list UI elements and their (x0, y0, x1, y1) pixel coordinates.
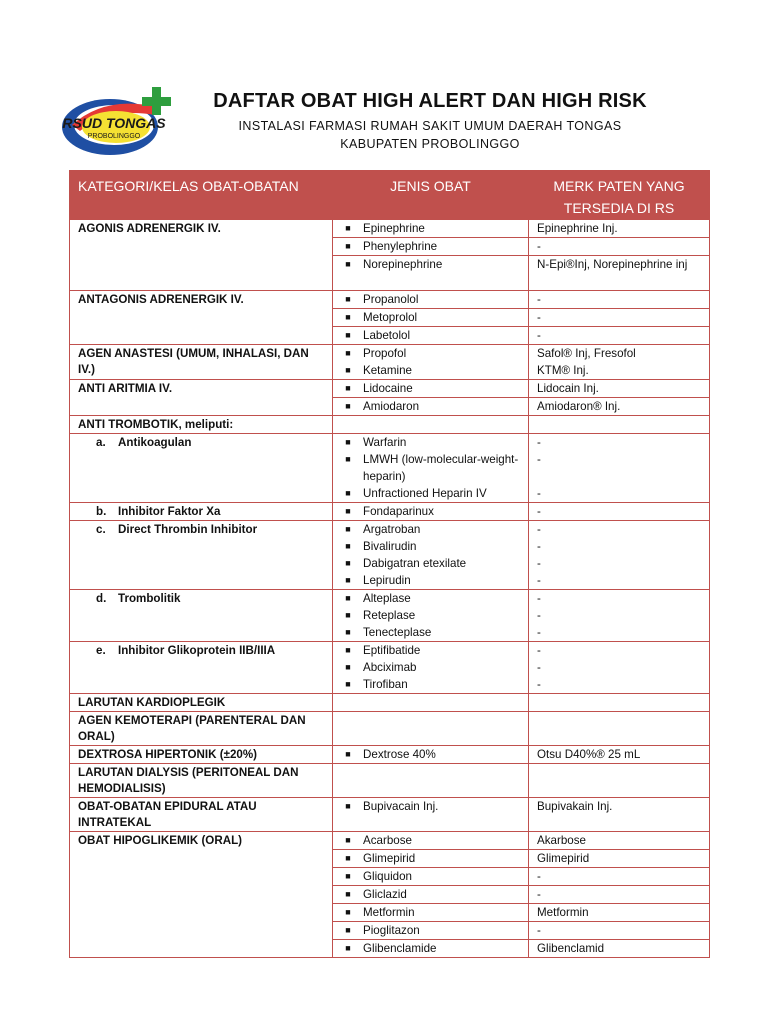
brand-item: Otsu D40%® 25 mL (537, 748, 641, 761)
brand-item: - (537, 453, 541, 466)
drug-list-cell (333, 798, 529, 832)
drug-item: ■ Gliquidon (333, 867, 528, 885)
drug-item: ■ Abciximab (333, 659, 528, 676)
drug-item: ■ Glibenclamide (333, 939, 528, 957)
table-row (70, 764, 710, 798)
table-row (70, 416, 710, 434)
category-cell: e. Inhibitor Glikoprotein IIB/IIIA (70, 642, 333, 694)
drug-item: ■ Acarbose (333, 832, 528, 849)
bullet-icon: ■ (345, 645, 351, 655)
drug-item: ■ Ketamine (333, 362, 528, 379)
drug-item: ■ Propofol (333, 345, 528, 362)
drug-item: ■ Fondaparinux (333, 503, 528, 520)
bullet-icon: ■ (345, 801, 351, 811)
sub-letter: b. (96, 505, 107, 518)
category-cell: ANTAGONIS ADRENERGIK IV. (70, 291, 333, 345)
regency-name: KABUPATEN PROBOLINGGO (340, 137, 520, 151)
bullet-icon: ■ (345, 488, 351, 498)
brand-item: - (537, 609, 541, 622)
drug-item: ■ Warfarin (333, 434, 528, 451)
category-cell: AGEN KEMOTERAPI (PARENTERAL DAN ORAL) (70, 712, 333, 746)
table-row (70, 220, 710, 291)
drug-list-cell (333, 642, 529, 694)
sub-letter: d. (96, 592, 107, 605)
brand-item: - (529, 885, 709, 903)
sub-letter: c. (96, 523, 106, 536)
bullet-icon: ■ (345, 907, 351, 917)
drug-item: ■ Labetolol (333, 326, 528, 344)
brand-item: Glimepirid (529, 849, 709, 867)
brand-item: - (537, 661, 541, 674)
drug-item: ■ Metformin (333, 903, 528, 921)
logo-subtext: PROBOLINGGO (87, 133, 141, 140)
bullet-icon: ■ (345, 330, 351, 340)
brand-item: - (529, 237, 709, 255)
brand-list-cell (529, 521, 710, 590)
brand-item: Epinephrine Inj. (537, 222, 618, 235)
category-cell: AGEN ANASTESI (UMUM, INHALASI, DAN IV.) (70, 345, 333, 380)
brand-item: - (537, 540, 541, 553)
column-header-category: KATEGORI/KELAS OBAT-OBATAN (70, 171, 333, 220)
table-row (70, 380, 710, 416)
brand-item: N-Epi®Inj, Norepinephrine inj (529, 255, 709, 273)
brand-item: - (537, 626, 541, 639)
brand-item: - (537, 523, 541, 536)
category-cell: DEXTROSA HIPERTONIK (±20%) (70, 746, 333, 764)
bullet-icon: ■ (345, 524, 351, 534)
category-cell: LARUTAN KARDIOPLEGIK (70, 694, 333, 712)
table-row (70, 434, 710, 503)
brand-list-cell (529, 832, 710, 958)
document-header (0, 0, 768, 170)
drug-item: ■ Bivalirudin (333, 538, 528, 555)
bullet-icon: ■ (345, 294, 351, 304)
drug-item: ■ Alteplase (333, 590, 528, 607)
drug-list-cell (333, 345, 529, 380)
bullet-icon: ■ (345, 348, 351, 358)
drug-item: ■ LMWH (low-molecular-weight-heparin) (333, 451, 528, 485)
bullet-icon: ■ (345, 943, 351, 953)
table-row (70, 590, 710, 642)
bullet-icon: ■ (345, 223, 351, 233)
brand-item: - (537, 293, 541, 306)
category-cell: a. Antikoagulan (70, 434, 333, 503)
drug-item: ■ Gliclazid (333, 885, 528, 903)
bullet-icon: ■ (345, 241, 351, 251)
drug-item: ■ Dextrose 40% (333, 746, 528, 763)
bullet-icon: ■ (345, 454, 351, 464)
table-row (70, 521, 710, 590)
brand-list-cell (529, 503, 710, 521)
drug-item: ■ Dabigatran etexilate (333, 555, 528, 572)
bullet-icon: ■ (345, 312, 351, 322)
brand-list-cell (529, 434, 710, 503)
brand-item: - (529, 921, 709, 939)
drug-item: ■ Lepirudin (333, 572, 528, 589)
sub-letter: a. (96, 436, 106, 449)
drug-item: ■ Metoprolol (333, 308, 528, 326)
category-cell: c. Direct Thrombin Inhibitor (70, 521, 333, 590)
drug-list-cell (333, 521, 529, 590)
brand-item: - (537, 487, 541, 500)
bullet-icon: ■ (345, 437, 351, 447)
table-header-row (70, 171, 710, 220)
brand-list-cell (529, 291, 710, 345)
bullet-icon: ■ (345, 853, 351, 863)
sub-letter: e. (96, 644, 106, 657)
drug-list-cell (333, 503, 529, 521)
brand-list-cell (529, 220, 710, 291)
category-cell: ANTI ARITMIA IV. (70, 380, 333, 416)
brand-item: - (529, 326, 709, 344)
drug-item: ■ Phenylephrine (333, 237, 528, 255)
brand-item: Amiodaron® Inj. (529, 397, 709, 415)
drug-list-cell (333, 380, 529, 416)
brand-item: - (537, 644, 541, 657)
brand-item: Akarbose (537, 834, 586, 847)
drug-item: ■ Norepinephrine (333, 255, 528, 273)
institution-name: INSTALASI FARMASI RUMAH SAKIT UMUM DAERAH TONGAS (238, 119, 622, 133)
high-alert-drug-table (69, 170, 710, 958)
drug-item: ■ Eptifibatide (333, 642, 528, 659)
drug-item: ■ Argatroban (333, 521, 528, 538)
drug-item: ■ Amiodaron (333, 397, 528, 415)
table-row (70, 694, 710, 712)
drug-item: ■ Epinephrine (333, 220, 528, 237)
bullet-icon: ■ (345, 259, 351, 269)
brand-item: Lidocain Inj. (537, 382, 599, 395)
drug-item: ■ Pioglitazon (333, 921, 528, 939)
bullet-icon: ■ (345, 383, 351, 393)
brand-item: Metformin (529, 903, 709, 921)
brand-list-cell (529, 590, 710, 642)
bullet-icon: ■ (345, 401, 351, 411)
brand-item: KTM® Inj. (537, 364, 589, 377)
drug-list-cell (333, 832, 529, 958)
category-cell: AGONIS ADRENERGIK IV. (70, 220, 333, 291)
drug-list-cell (333, 746, 529, 764)
column-header-brand: MERK PATEN YANG TERSEDIA DI RS (529, 171, 710, 220)
table-row (70, 503, 710, 521)
brand-item: - (537, 436, 541, 449)
bullet-icon: ■ (345, 365, 351, 375)
table-row (70, 345, 710, 380)
drug-item: ■ Propanolol (333, 291, 528, 308)
table-row (70, 642, 710, 694)
bullet-icon: ■ (345, 558, 351, 568)
drug-list-cell (333, 590, 529, 642)
table-row (70, 291, 710, 345)
bullet-icon: ■ (345, 662, 351, 672)
bullet-icon: ■ (345, 889, 351, 899)
bullet-icon: ■ (345, 610, 351, 620)
logo-text: RSUD TONGAS (62, 115, 166, 131)
column-header-drug-type: JENIS OBAT (333, 171, 529, 220)
drug-item: ■ Lidocaine (333, 380, 528, 397)
bullet-icon: ■ (345, 627, 351, 637)
brand-item: Safol® Inj, Fresofol (537, 347, 636, 360)
drug-item: ■ Unfractioned Heparin IV (333, 485, 528, 502)
table-row (70, 712, 710, 746)
brand-item: Bupivakain Inj. (537, 800, 613, 813)
brand-list-cell (529, 798, 710, 832)
drug-item: ■ Bupivacain Inj. (333, 798, 528, 815)
brand-list-cell (529, 380, 710, 416)
bullet-icon: ■ (345, 835, 351, 845)
brand-item: Glibenclamid (529, 939, 709, 957)
drug-list-cell (333, 434, 529, 503)
drug-item: ■ Tirofiban (333, 676, 528, 693)
bullet-icon: ■ (345, 749, 351, 759)
category-cell: OBAT-OBATAN EPIDURAL ATAU INTRATEKAL (70, 798, 333, 832)
bullet-icon: ■ (345, 506, 351, 516)
brand-list-cell (529, 642, 710, 694)
brand-item: - (537, 574, 541, 587)
drug-list-cell (333, 291, 529, 345)
brand-item: - (529, 308, 709, 326)
drug-item: ■ Tenecteplase (333, 624, 528, 641)
brand-item: - (537, 505, 541, 518)
table-row (70, 746, 710, 764)
drug-list-cell (333, 220, 529, 291)
bullet-icon: ■ (345, 679, 351, 689)
drug-item: ■ Glimepirid (333, 849, 528, 867)
category-cell: b. Inhibitor Faktor Xa (70, 503, 333, 521)
bullet-icon: ■ (345, 575, 351, 585)
brand-item: - (537, 678, 541, 691)
category-cell: d. Trombolitik (70, 590, 333, 642)
bullet-icon: ■ (345, 925, 351, 935)
bullet-icon: ■ (345, 593, 351, 603)
drug-item: ■ Reteplase (333, 607, 528, 624)
category-cell: LARUTAN DIALYSIS (PERITONEAL DAN HEMODIALISIS) (70, 764, 333, 798)
brand-item: - (537, 592, 541, 605)
category-cell: OBAT HIPOGLIKEMIK (ORAL) (70, 832, 333, 958)
table-row (70, 798, 710, 832)
category-cell: ANTI TROMBOTIK, meliputi: (70, 416, 333, 434)
brand-item: - (529, 867, 709, 885)
table-row (70, 832, 710, 958)
bullet-icon: ■ (345, 541, 351, 551)
page-title: DAFTAR OBAT HIGH ALERT DAN HIGH RISK (213, 90, 647, 112)
bullet-icon: ■ (345, 871, 351, 881)
brand-item: - (537, 557, 541, 570)
brand-list-cell (529, 746, 710, 764)
brand-list-cell (529, 345, 710, 380)
